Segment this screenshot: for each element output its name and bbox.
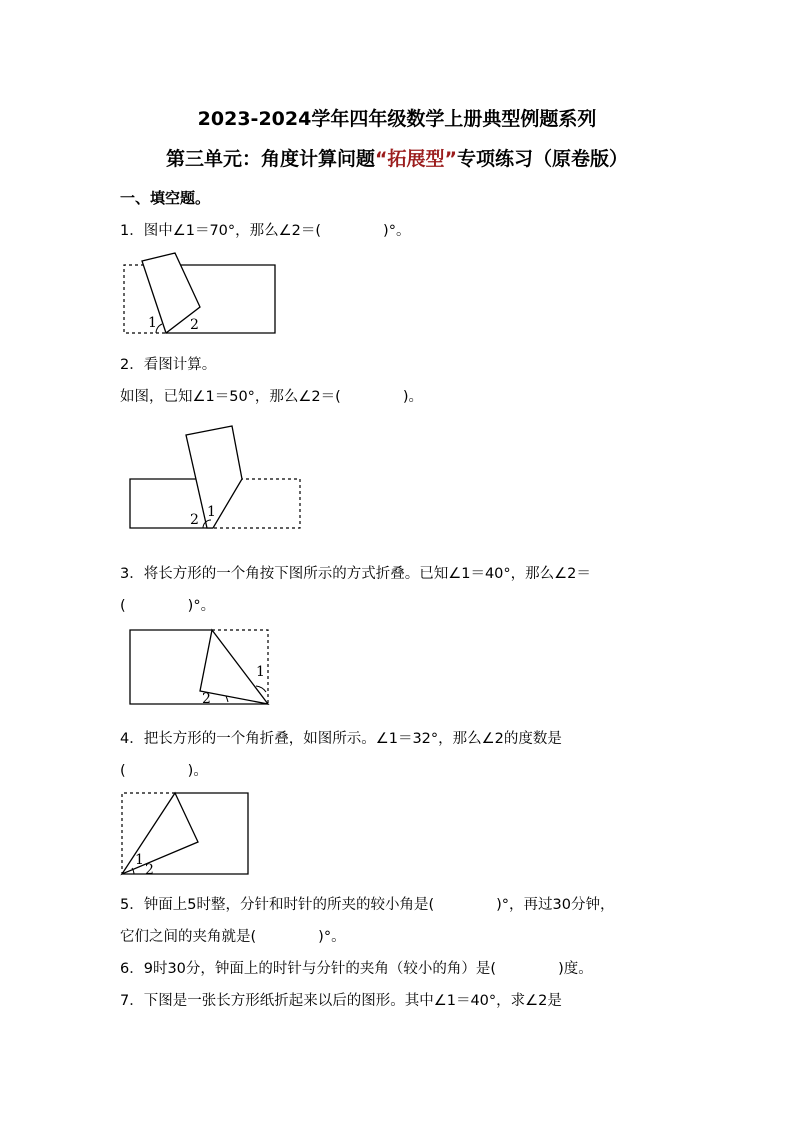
question-3-line1: 3．将长方形的一个角按下图所示的方式折叠。已知∠1＝40°，那么∠2＝ bbox=[120, 566, 591, 582]
question-6-text-a: 6．9时30分，钟面上的时针与分针的夹角（较小的角）是( bbox=[120, 961, 497, 977]
subtitle-highlight: “拓展型” bbox=[375, 148, 457, 170]
question-4-text-b: )。 bbox=[187, 763, 208, 779]
question-1-text-b: )°。 bbox=[383, 223, 411, 239]
q3-angle-1-label: 1 bbox=[256, 664, 265, 680]
q2-angle-1-label: 1 bbox=[207, 504, 216, 520]
question-2 bbox=[120, 385, 423, 406]
q3-angle-2-label: 2 bbox=[202, 691, 211, 707]
q1-angle-2-label: 2 bbox=[190, 317, 199, 333]
question-1 bbox=[120, 219, 410, 240]
question-5-text-b: )°，再过30分钟， bbox=[496, 897, 615, 913]
question-2-text-a: 如图，已知∠1＝50°，那么∠2＝( bbox=[120, 389, 341, 405]
question-4-text-a: ( bbox=[120, 763, 126, 779]
question-5-text-c: 它们之间的夹角就是( bbox=[120, 929, 257, 945]
question-4-line1: 4．把长方形的一个角折叠，如图所示。∠1＝32°，那么∠2的度数是 bbox=[120, 731, 562, 747]
question-2-figure bbox=[125, 420, 307, 532]
question-3-text-a: ( bbox=[120, 598, 126, 614]
question-5-line1 bbox=[120, 893, 614, 914]
section-heading: 一、填空题。 bbox=[120, 189, 211, 207]
question-5-text-d: )°。 bbox=[318, 929, 346, 945]
question-4 bbox=[120, 759, 208, 780]
question-4-figure bbox=[118, 788, 254, 880]
worksheet-title: 2023-2024学年四年级数学上册典型例题系列 bbox=[197, 108, 597, 130]
question-3-figure bbox=[124, 624, 274, 710]
q4-angle-1-label: 1 bbox=[135, 852, 144, 868]
question-5-text-a: 5．钟面上5时整，分针和时针的所夹的较小角是( bbox=[120, 897, 435, 913]
question-3-text-b: )°。 bbox=[187, 598, 216, 614]
question-1-text-a: 1．图中∠1＝70°，那么∠2＝( bbox=[120, 223, 322, 239]
question-2-text-b: )。 bbox=[402, 389, 423, 405]
q1-angle-1-label: 1 bbox=[148, 315, 157, 331]
question-6 bbox=[120, 957, 593, 978]
q4-angle-2-label: 2 bbox=[145, 862, 154, 878]
subtitle-suffix: 专项练习（原卷版） bbox=[456, 148, 628, 170]
q2-angle-2-label: 2 bbox=[190, 512, 199, 528]
question-7: 7．下图是一张长方形纸折起来以后的图形。其中∠1＝40°，求∠2是 bbox=[120, 993, 562, 1009]
q4-folded-flap bbox=[122, 793, 198, 874]
question-2-line1: 2．看图计算。 bbox=[120, 357, 217, 373]
question-1-figure bbox=[118, 250, 283, 340]
worksheet-subtitle bbox=[0, 144, 794, 171]
question-6-text-b: )度。 bbox=[558, 961, 593, 977]
question-5-line2 bbox=[120, 925, 346, 946]
subtitle-prefix: 第三单元：角度计算问题 bbox=[165, 148, 375, 170]
question-3 bbox=[120, 594, 215, 615]
